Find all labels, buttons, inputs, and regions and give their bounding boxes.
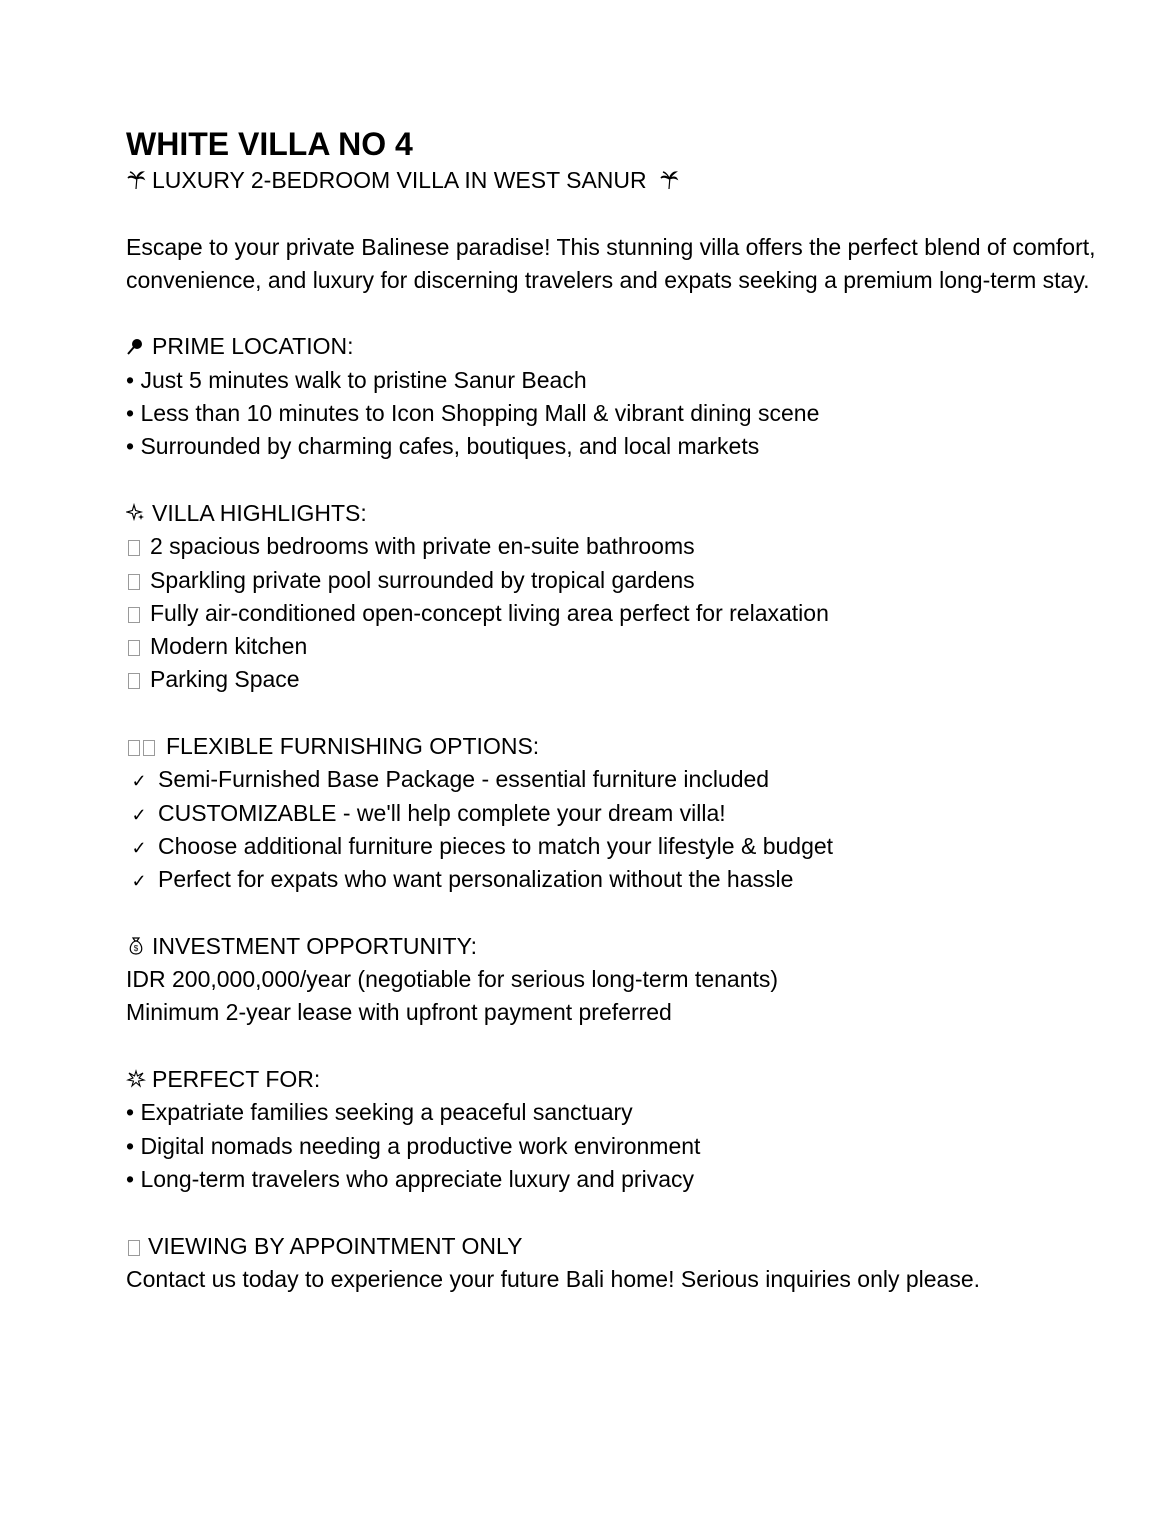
location-heading: PRIME LOCATION: — [126, 330, 1116, 363]
intro-paragraph: Escape to your private Balinese paradise! This stunning villa offers the perfect blend of comfort, convenience, and luxury for discerning travelers and expats seeking a premium long-term stay. — [126, 233, 1096, 293]
missing-glyph-icon — [128, 730, 158, 763]
furnishing-item: ✓ Semi-Furnished Base Package - essential furniture included — [126, 763, 1116, 796]
furnishing-item: ✓ Choose additional furniture pieces to match your lifestyle & budget — [126, 830, 1116, 863]
highlight-item: 2 spacious bedrooms with private en-suite bathrooms — [126, 530, 1116, 563]
missing-glyph-icon — [128, 574, 140, 590]
missing-glyph-icon — [128, 540, 140, 556]
furnishing-item: ✓ CUSTOMIZABLE - we'll help complete your dream villa! — [126, 797, 1116, 830]
missing-glyph-icon — [128, 673, 140, 689]
spacer — [126, 697, 1116, 730]
perfect-for-heading: PERFECT FOR: — [126, 1063, 1116, 1096]
document-page — [126, 124, 1116, 1296]
sparkle-burst-icon — [126, 1065, 152, 1098]
highlight-item: Sparkling private pool surrounded by tropical gardens — [126, 564, 1116, 597]
price-line: IDR 200,000,000/year (negotiable for serious long-term tenants) — [126, 966, 779, 993]
subtitle-text: LUXURY 2-BEDROOM VILLA IN WEST SANUR — [152, 167, 647, 193]
palm-tree-icon — [126, 166, 152, 199]
sparkle-icon — [126, 499, 152, 532]
checkmark-icon: ✓ — [131, 771, 147, 792]
highlight-item: Fully air-conditioned open-concept living area perfect for relaxation — [126, 597, 1116, 630]
highlights-heading: VILLA HIGHLIGHTS: — [126, 497, 1116, 530]
checkmark-icon: ✓ — [131, 804, 147, 825]
spacer — [126, 297, 1116, 330]
lease-line: Minimum 2-year lease with upfront payment preferred — [126, 999, 672, 1026]
spacer — [126, 197, 1116, 230]
furnishing-item: ✓ Perfect for expats who want personalization without the hassle — [126, 863, 1116, 896]
checkmark-icon: ✓ — [131, 837, 147, 858]
furnishing-heading: FLEXIBLE FURNISHING OPTIONS: — [126, 730, 1116, 763]
missing-glyph-icon — [128, 640, 140, 656]
location-item: • Just 5 minutes walk to pristine Sanur Beach — [126, 366, 587, 393]
spacer — [126, 1196, 1116, 1229]
document-title: WHITE VILLA NO 4 — [126, 126, 413, 162]
viewing-heading: VIEWING BY APPOINTMENT ONLY — [126, 1230, 1116, 1263]
highlight-item: Parking Space — [126, 663, 1116, 696]
subtitle-line — [126, 164, 1116, 197]
money-bag-icon — [126, 932, 152, 965]
checkmark-icon: ✓ — [131, 871, 147, 892]
perfect-for-item: • Expatriate families seeking a peaceful sanctuary — [126, 1099, 633, 1126]
perfect-for-item: • Long-term travelers who appreciate luxury and privacy — [126, 1165, 694, 1192]
missing-glyph-icon — [128, 1240, 140, 1256]
spacer — [126, 464, 1116, 497]
svg-text:$: $ — [133, 943, 139, 953]
location-item: • Less than 10 minutes to Icon Shopping Mall & vibrant dining scene — [126, 400, 820, 427]
perfect-for-item: • Digital nomads needing a productive work environment — [126, 1132, 701, 1159]
contact-line: Contact us today to experience your future Bali home! Serious inquiries only please. — [126, 1265, 981, 1292]
missing-glyph-icon — [128, 607, 140, 623]
palm-tree-icon — [659, 166, 685, 199]
location-item: • Surrounded by charming cafes, boutiques, and local markets — [126, 433, 760, 460]
pin-icon — [126, 332, 152, 365]
investment-heading: $ INVESTMENT OPPORTUNITY: — [126, 930, 1116, 963]
spacer — [126, 1030, 1116, 1063]
spacer — [126, 897, 1116, 930]
highlight-item: Modern kitchen — [126, 630, 1116, 663]
